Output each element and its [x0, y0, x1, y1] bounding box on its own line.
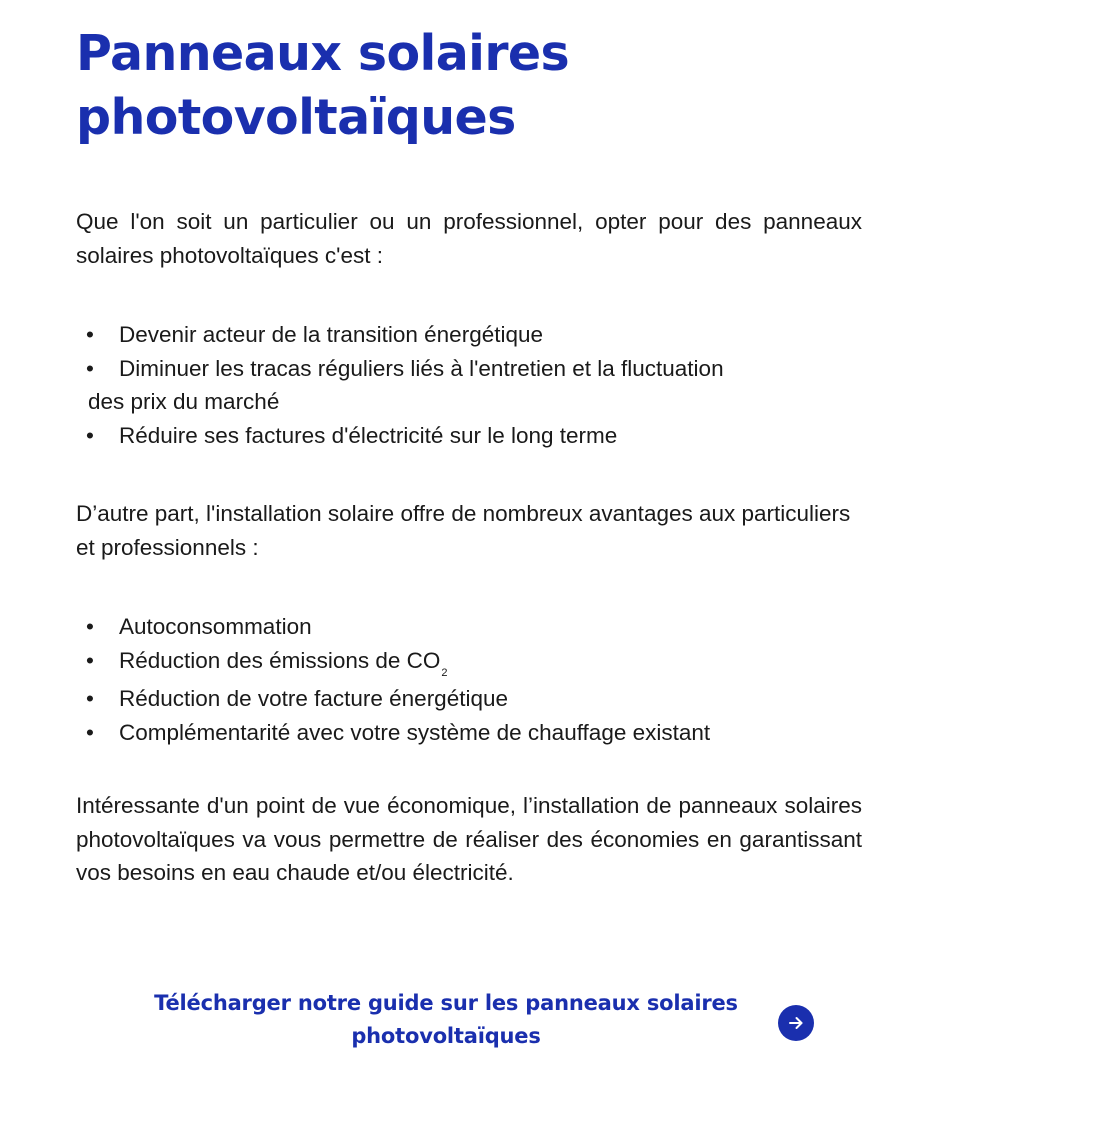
- conclusion-paragraph: Intéressante d'un point de vue économique, l’installation de panneaux solaires photovoltaïques va vous permettre de réaliser des économies en garantissant vos besoins en eau chaude et/ou électricité.: [76, 793, 862, 886]
- download-guide-label[interactable]: [136, 987, 756, 1053]
- bullet-icon: •: [86, 719, 94, 745]
- list-item: [86, 318, 862, 352]
- intro-paragraph: Que l'on soit un particulier ou un professionnel, opter pour des panneaux solaires photovoltaïques c'est :: [76, 209, 862, 268]
- list-item: [86, 682, 862, 716]
- benefit-text: Devenir acteur de la transition énergétique: [119, 322, 544, 347]
- benefit-text: Réduire ses factures d'électricité sur le long terme: [119, 422, 618, 448]
- arrow-right-icon: [787, 1014, 805, 1032]
- advantage-text: Réduction de votre facture énergétique: [119, 686, 509, 712]
- page-title: [76, 22, 876, 150]
- bullet-icon: •: [86, 355, 94, 381]
- advantages-intro-paragraph: D’autre part, l'installation solaire offre de nombreux avantages aux particuliers et professionnels :: [76, 501, 851, 560]
- bullet-icon: •: [86, 322, 94, 347]
- list-item: [86, 716, 862, 750]
- bullet-icon: •: [86, 614, 94, 639]
- co2-subscript: 2: [441, 666, 448, 679]
- bullet-icon: •: [86, 686, 94, 712]
- page-title-line-1: Panneaux solaires: [76, 25, 570, 82]
- download-guide-link[interactable]: [76, 987, 816, 1059]
- advantage-text: Complémentarité avec votre système de chauffage existant: [119, 719, 711, 745]
- download-guide-label-line-2[interactable]: photovoltaïques: [351, 1024, 541, 1048]
- list-item: [86, 610, 862, 644]
- advantage-text: Autoconsommation: [119, 614, 312, 639]
- bullet-icon: •: [86, 422, 94, 448]
- list-item: [86, 644, 862, 683]
- advantages-list: [86, 610, 862, 749]
- benefit-text-continuation: des prix du marché: [88, 389, 280, 415]
- download-guide-label-line-1[interactable]: Télécharger notre guide sur les panneaux solaires: [154, 991, 738, 1015]
- list-item: [86, 352, 862, 419]
- benefits-list: [86, 318, 862, 452]
- list-item: [86, 419, 862, 453]
- bullet-icon: •: [86, 647, 94, 673]
- download-guide-button[interactable]: [778, 1005, 814, 1041]
- advantage-text: Réduction des émissions de CO: [119, 647, 441, 673]
- benefit-text: Diminuer les tracas réguliers liés à l'entretien et la fluctuation: [119, 355, 724, 381]
- page-title-line-2: photovoltaïques: [76, 89, 516, 146]
